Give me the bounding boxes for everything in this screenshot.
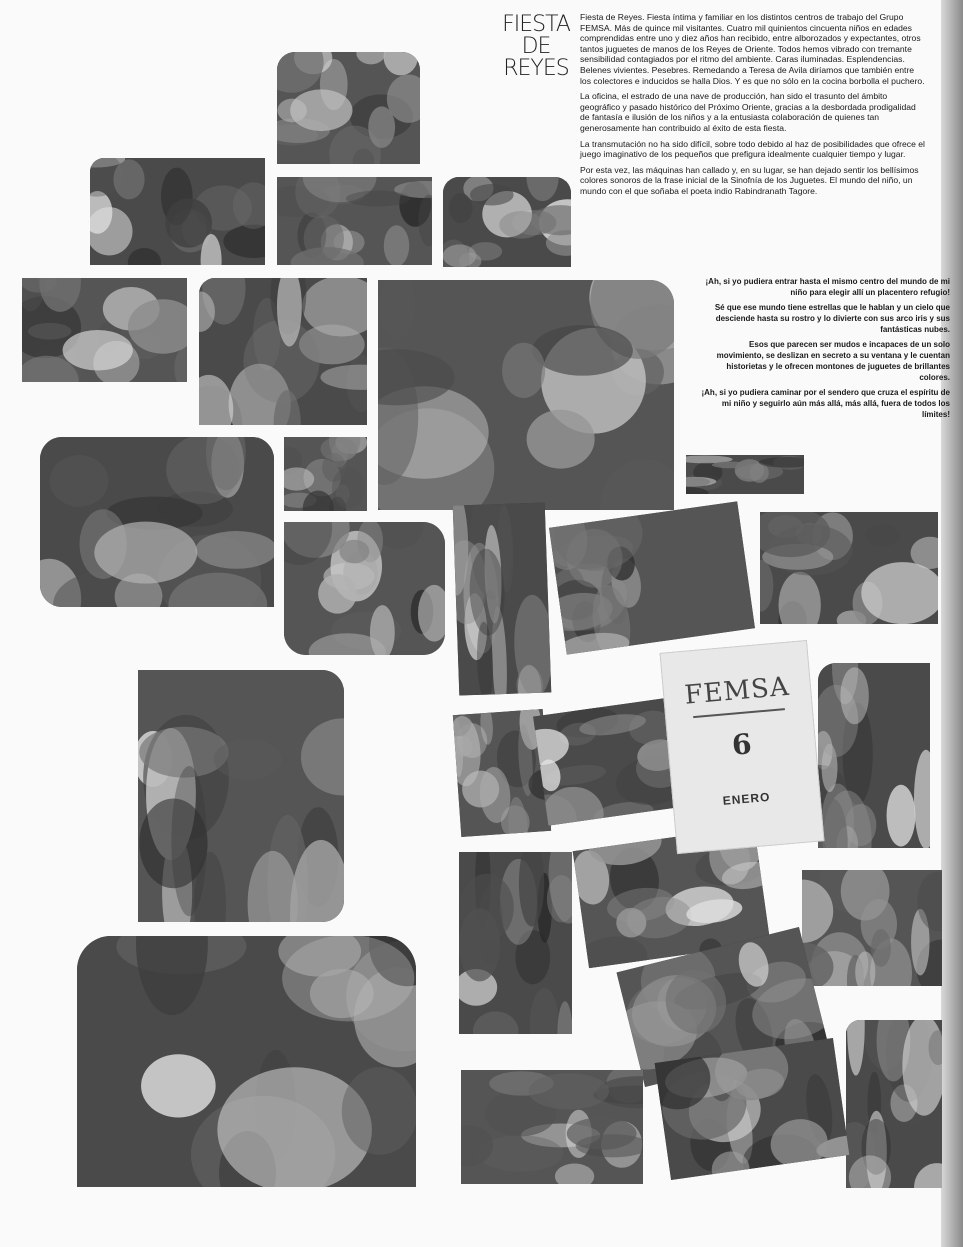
- photo: [459, 852, 572, 1034]
- photo: [77, 936, 416, 1187]
- poem-text: [700, 276, 950, 424]
- photo: [655, 1038, 850, 1180]
- photo: [818, 663, 930, 848]
- poem-stanza: ¡Ah, si yo pudiera caminar por el sendero que cruza el espíritu de mi niño y seguirlo aún más allá, más allá, fuera de todos los límites!: [701, 388, 950, 419]
- intro-paragraph: La transmutación no ha sido difícil, sobre todo debido al haz de posibilidades que ofrece el juego imaginativo de los pequeños que prefigura idealmente cualquier tiempo y lugar.: [580, 138, 925, 160]
- photo: [90, 158, 265, 265]
- intro-paragraph: Fiesta de Reyes. Fiesta íntima y familiar en los distintos centros de trabajo del Grupo FEMSA. Más de quince mil visitantes. Cuatro mil quinientos cincuenta niños en edades comprendidas entre uno y diez años han recibido, entre alborozados y expectantes, otros tantos juguetes de manos de los Reyes de Oriente. Todos hemos vibrado con tremante sensibilidad contagiados por el ritmo del ambiente. Caras iluminadas. Esplendencias. Belenes vivientes. Pesebres. Remedando a Teresa de Avila diríamos que también entre los colectores e inducidos se halla Dios. Y es que no sólo en la cocina borbolla el puchero.: [580, 12, 925, 86]
- photo: [138, 670, 344, 922]
- photo: [846, 1020, 942, 1188]
- badge-brand: FEMSA: [683, 671, 791, 711]
- intro-paragraph: Por esta vez, las máquinas han callado y, en su lugar, se han dejado sentir los bellísimos colores sonoros de la frase inicial de la Sinofnía de los Juguetes. El mundo del niño, un mundo con el que soñaba el poeta indio Rabindranath Tagore.: [580, 164, 919, 196]
- title-line-2: DE: [521, 34, 551, 59]
- photo: [461, 1070, 643, 1184]
- intro-paragraph: La oficina, el estrado de una nave de producción, han sido el trasunto del ámbito geográfico y pasado histórico del Próximo Oriente, gracias a la desbordada prodigalidad de fantasía e ilusión de los niños y a la entusiasta colaboración de quienes tan generosamente han contribuido al éxito de esta fiesta.: [580, 91, 916, 133]
- photo: [277, 177, 432, 265]
- title-line-1: FIESTA: [502, 12, 570, 37]
- photo: [686, 455, 804, 494]
- photo: [277, 52, 420, 164]
- page-edge-shadow: [941, 0, 963, 1247]
- photo: [443, 177, 571, 267]
- photo: [802, 870, 942, 986]
- photo: [760, 512, 938, 624]
- photo: [284, 522, 445, 655]
- intro-text: [580, 12, 925, 202]
- photo: [284, 437, 367, 511]
- photo: [40, 437, 274, 607]
- poem-stanza: Sé que ese mundo tiene estrellas que le hablan y un cielo que desciende hasta su rostro y lo divierte con sus arco iris y sus fantásticas nubes.: [714, 303, 950, 334]
- photo: [378, 280, 674, 510]
- poem-stanza: Esos que parecen ser mudos e incapaces de un solo movimiento, se deslizan en secreto a su ventana y le cuentan historietas y le ofrecen montones de juguetes de brillantes colores.: [716, 340, 950, 382]
- page-title: [496, 14, 576, 80]
- badge-day: 6: [730, 727, 753, 762]
- photo: [549, 501, 755, 654]
- photo: [199, 278, 367, 425]
- photo: [22, 278, 187, 382]
- photo: [453, 502, 552, 695]
- title-line-3: REYES: [503, 56, 569, 81]
- badge-month: ENERO: [722, 789, 771, 808]
- femsa-date-badge: [659, 640, 824, 854]
- poem-stanza: ¡Ah, si yo pudiera entrar hasta el mismo centro del mundo de mi niño para elegir allí un placentero refugio!: [705, 277, 950, 297]
- badge-divider: [693, 708, 785, 718]
